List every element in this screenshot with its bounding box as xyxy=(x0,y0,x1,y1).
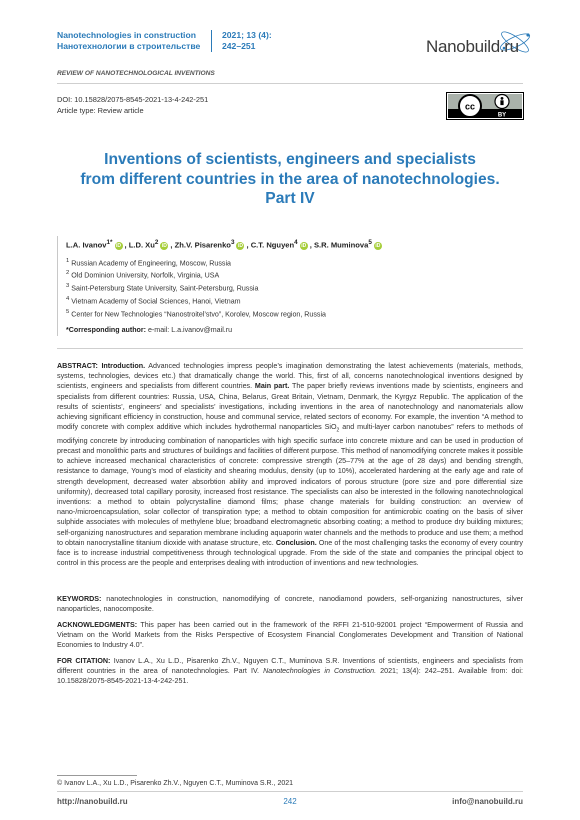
acknowledgments: ACKNOWLEDGMENTS: This paper has been carried out in the framework of the RFFI 21-510-92001 project “Empowerment of Russia and Vietnam on the World Markets from the Risks Perspective of Ecosystem Financial Conglomerates Development and Transition of National Economies to Industry 4.0”. xyxy=(57,621,523,650)
logo-text: Nanobuild.ru xyxy=(426,37,519,56)
orcid-icon[interactable]: iD xyxy=(301,242,307,249)
journal-name xyxy=(57,30,200,51)
keywords: KEYWORDS: nanotechnologies in construction, nanomodifying of concrete, nanodiamond powders, self-organizing nanostructures, silver nanoparticles, nanocomposite. xyxy=(57,595,523,614)
issue-number: 2021; 13 (4): xyxy=(222,30,272,40)
author-sup: 5 xyxy=(368,239,372,246)
title-line-2: from different countries in the area of nanotechnologies. xyxy=(80,170,500,188)
acknowledgments-label: ACKNOWLEDGMENTS: xyxy=(57,621,138,629)
author-sup: 3 xyxy=(230,239,235,246)
corresponding-email[interactable]: e-mail: L.a.ivanov@mail.ru xyxy=(146,326,233,335)
author-name: L.A. Ivanov xyxy=(66,240,107,250)
orcid-icon[interactable]: iD xyxy=(237,242,243,249)
svg-text:cc: cc xyxy=(464,101,476,112)
keywords-label: KEYWORDS: xyxy=(57,595,102,603)
copyright: © Ivanov L.A., Xu L.D., Pisarenko Zh.V., Nguyen C.T., Muminova S.R., 2021 xyxy=(57,780,294,787)
conclusion-label: Conclusion. xyxy=(273,538,317,547)
cc-by-license-badge[interactable] xyxy=(446,92,524,120)
author-list: L.A. Ivanov$^{1*}$ iD , L.D. Xu$^2$ iD , Zh.V. Pisarenko$^3$ iD , C.T. Nguyen$^4$ iD , S.R. Muminova$^5$ iD xyxy=(66,239,381,250)
footer-website-link[interactable]: http://nanobuild.ru xyxy=(57,797,128,806)
citation-label: FOR CITATION: xyxy=(57,657,111,665)
article-meta xyxy=(57,94,208,116)
corresponding-author xyxy=(66,324,532,336)
author-sup: 4 xyxy=(294,239,298,246)
citation: FOR CITATION: Ivanov L.A., Xu L.D., Pisarenko Zh.V., Nguyen C.T., Muminova S.R. Inventions of scientists, engineers and specialists from different countries in the area of nanotechnologies. Part IV. Nanotechnologies in Construction. 2021; 13(4): 242–251. Available from: doi: 10.15828/2075-8545-2021-13-4-242-251. xyxy=(57,657,524,686)
journal-name-ru: Нанотехнологии в строительстве xyxy=(57,40,201,51)
affiliation: $^5$ Center for New Technologies “Nanostroitel’stvo”, Korolev, Moscow region, Russia xyxy=(66,309,326,319)
affiliation: $^4$ Vietnam Academy of Social Sciences, Hanoi, Vietnam xyxy=(66,296,241,306)
orcid-icon[interactable]: iD xyxy=(116,242,121,249)
nanobuild-logo[interactable] xyxy=(412,28,532,62)
main-part-label: Main part. xyxy=(252,382,290,391)
header-rule xyxy=(57,83,523,84)
orcid-icon[interactable]: iD xyxy=(375,242,381,249)
author-name: S.R. Muminova xyxy=(313,240,369,250)
authors-block xyxy=(57,236,532,336)
footnote-rule xyxy=(57,775,137,776)
journal-name-en: Nanotechnologies in construction xyxy=(57,30,196,40)
footer-email-link[interactable]: info@nanobuild.ru xyxy=(452,797,523,806)
title-line-1: Inventions of scientists, engineers and specialists xyxy=(104,151,476,168)
title-line-3: Part IV xyxy=(265,190,315,207)
orcid-icon[interactable]: iD xyxy=(161,242,167,249)
page-number: 242 xyxy=(283,797,297,806)
doi[interactable]: DOI: 10.15828/2075-8545-2021-13-4-242-251 xyxy=(57,95,209,104)
cc-by-icon xyxy=(446,92,524,120)
author-sup: 2 xyxy=(154,239,159,246)
header-divider xyxy=(211,30,212,52)
abstract-rule xyxy=(57,348,523,349)
author-name: L.D. Xu xyxy=(128,240,155,250)
author-name: C.T. Nguyen xyxy=(250,240,295,250)
abstract: ABSTRACT: Introduction. Advanced technologies impress people’s imagination demonstrating the latest achievements (materials, methods, systems, technologies, devices etc.) that dramatically change the world. This, first of all, concerns nanotechnological inventions designed by scientists, engineers and specialists from different countries. Main part. The paper briefly reviews inventions made by scientists, engineers and specialists from different countries: Russia, USA, China, Belarus, Great Britain, Vietnam, Denmark, the Kyrgyz Republic. The application of the results of scientists’, engineers’ and specialists’ investigations, including inventions in the area of nanotechnology and nanomaterials allow achieving significant efficiency in construction, house and communal service, related sectors of economy. For example, the invention “A method to modify concrete with complex additive which includes hydrothermal nanoparticles SiO$_2$ and multi-layer carbon nanotubes” refers to methods of modifying concrete by introducing combination of nanoparticles with high specific surface into concrete mixture and can be used in production of precast and monolithic parts and structures of buildings and facilities of different purpose. This method of nanomodifying concrete makes it possible to achieve increased mechanical characteristics of concrete: compressive strength (25–77% at the age of 28 days) and bending strength, resistance to damage, Young’s mod of elasticity and shearing modulus, density (up to 10%), accelerated hardening at the early age and rate of strength development, decreased water absorbtion ability and improved indicators of porous structure (pore size and pore differential size uniformity), decreased total capillary porosity, increased frost resistance. The specialists can also be interested in the following nanotechnological inventions: a method to obtain polycrystalline diamond films; phase change materials for building construction: an overview of nano-/microencapsulation, solar collector of transpiration type; a method to obtain composition for antimicrobic coating on the basis of silver sulphide associates with molecules of methylene blue; broadband electromagnetic absorbing coating; a method to produce dry building mixtures; self-organizing nanostructures and separation membrane including aquaporin water channels and the methods to produce and use them; a method to obtain nanocrystalline titanium dioxide with anatase structure, etc. Conclusion. One of the most challenging tasks the economy of every country face is to increase industrial competitiveness through technological upgrade. From the side of the state and companies the principal object to control in this process are the people and enterprises dealing with introduction of inventions and new technologies. xyxy=(57,362,523,568)
affiliation: $^1$ Russian Academy of Engineering, Moscow, Russia xyxy=(66,257,231,267)
article-type: Article type: Review article xyxy=(57,106,144,115)
author-name: Zh.V. Pisarenko xyxy=(174,240,231,250)
author-sup: 1* xyxy=(106,239,113,246)
affiliation: $^3$ Saint-Petersburg State University, Saint-Petersburg, Russia xyxy=(66,283,259,293)
issue-pages: 242–251 xyxy=(222,40,256,51)
affiliation: $^2$ Old Dominion University, Norfolk, Virginia, USA xyxy=(66,270,220,280)
svg-text:BY: BY xyxy=(497,112,507,119)
article-title xyxy=(57,150,523,209)
issue-info xyxy=(222,30,272,51)
footer-rule xyxy=(57,791,523,792)
section-label: REVIEW OF NANOTECHNOLOGICAL INVENTIONS xyxy=(57,70,215,77)
abstract-label: ABSTRACT: Introduction. xyxy=(57,362,146,370)
corresponding-label: *Corresponding author: xyxy=(66,326,146,335)
